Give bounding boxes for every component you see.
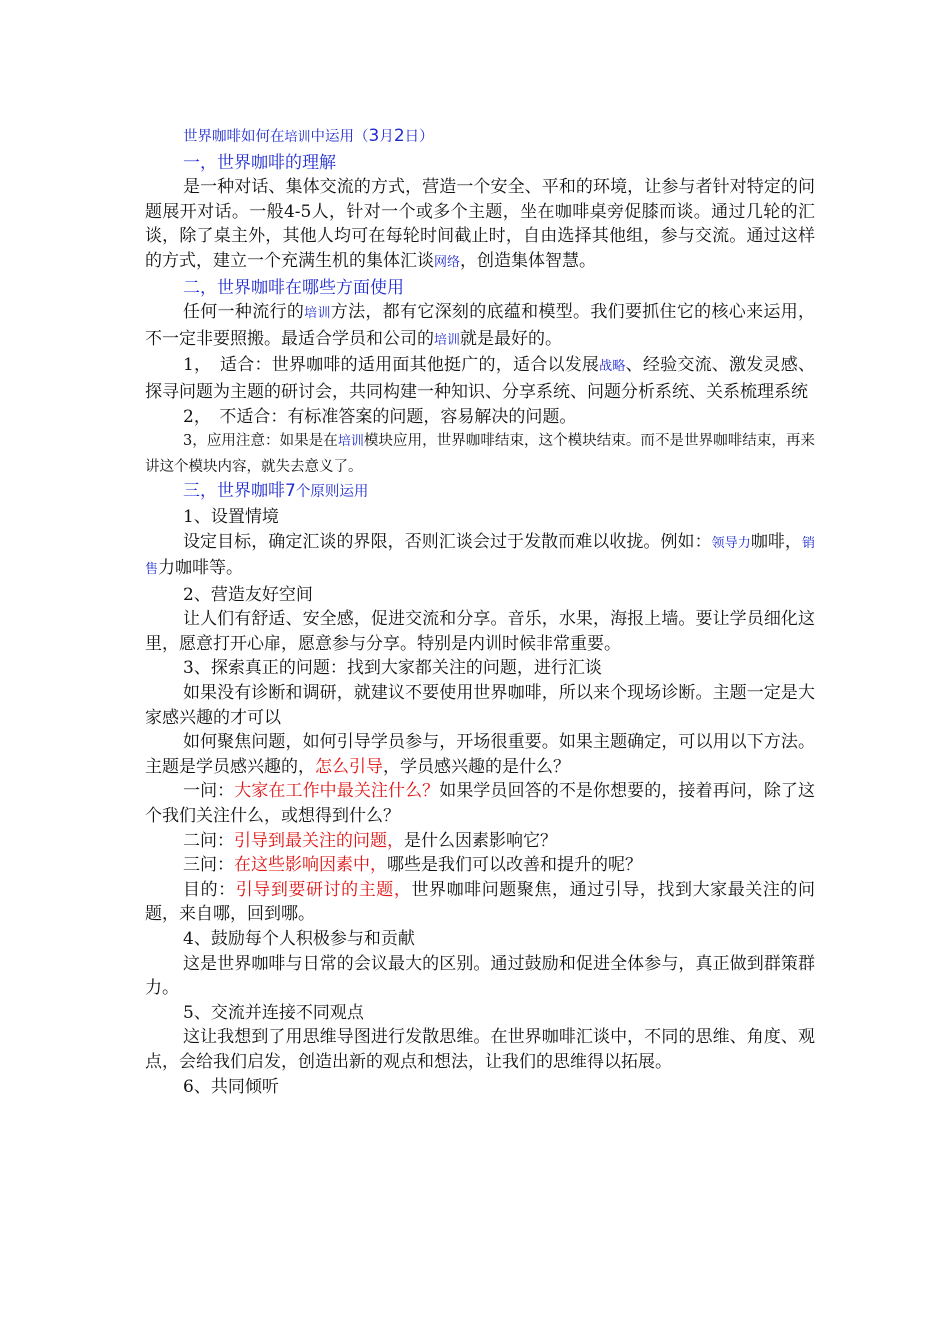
section-1-heading: 一，世界咖啡的理解: [183, 152, 336, 173]
principle-6-title: 6、共同倾听: [183, 1076, 279, 1097]
principle-3-text-2: 如何聚焦问题，如何引导学员参与，开场很重要。如果主题确定，可以用以下方法。主题是学员感兴趣的，怎么引导，学员感兴趣的是什么？: [145, 732, 815, 777]
section-1-paragraph: 是一种对话、集体交流的方式，营造一个安全、平和的环境，让参与者针对特定的问题展开对话。一般4-5人，针对一个或多个主题，坐在咖啡桌旁促膝而谈。通过几轮的汇谈，除了桌主外，其他人均可在每轮时间截止时，自由选择其他组，参与交流。通过这样的方式，建立一个充满生机的集体汇谈网络，创造集体智慧。: [145, 177, 815, 271]
section-2-item-2: 2， 不适合：有标准答案的问题，容易解决的问题。: [183, 406, 577, 427]
principle-1-text: 设定目标，确定汇谈的界限，否则汇谈会过于发散而难以收拢。例如：领导力咖啡，销售力咖啡等。: [145, 531, 816, 579]
link-training[interactable]: 培训: [304, 306, 331, 322]
section-2-paragraph: 任何一种流行的培训方法，都有它深刻的底蕴和模型。我们要抓住它的核心来运用，不一定非要照搬。最适合学员和公司的培训就是最好的。: [145, 302, 816, 349]
link-sales[interactable]: 销售: [145, 535, 816, 578]
principle-4-text: 这是世界咖啡与日常的会议最大的区别。通过鼓励和促进全体参与，真正做到群策群力。: [145, 953, 815, 999]
link-strategy[interactable]: 战略: [599, 359, 626, 375]
principle-4-title: 4、鼓励每个人积极参与和贡献: [183, 929, 415, 949]
question-3: 三问：在这些影响因素中，哪些是我们可以改善和提升的呢？: [183, 855, 642, 876]
link-training[interactable]: 培训: [434, 332, 461, 348]
principle-3-title: 3、探索真正的问题：找到大家都关注的问题，进行汇谈: [183, 658, 602, 679]
link-training[interactable]: 培训: [284, 130, 311, 145]
link-training[interactable]: 培训: [337, 434, 364, 450]
question-2: 二问：引导到最关注的问题，是什么因素影响它？: [183, 830, 557, 851]
link-leadership[interactable]: 领导力: [711, 535, 751, 551]
section-3-heading: 三，世界咖啡7个原则运用: [183, 481, 369, 502]
principle-2-text: 让人们有舒适、安全感，促进交流和分享。音乐，水果，海报上墙。要让学员细化这里，愿意打开心扉，愿意参与分享。特别是内训时候非常重要。: [145, 609, 815, 654]
principle-5-title: 5、交流并连接不同观点: [183, 1002, 364, 1023]
principle-5-text: 这让我想到了用思维导图进行发散思维。在世界咖啡汇谈中，不同的思维、角度、观点，会给我们启发，创造出新的观点和想法，让我们的思维得以拓展。: [145, 1027, 815, 1072]
principle-2-title: 2、营造友好空间: [183, 584, 313, 605]
principle-3-text-1: 如果没有诊断和调研，就建议不要使用世界咖啡，所以来个现场诊断。主题一定是大家感兴趣的才可以: [145, 683, 815, 728]
goal-line: 目的：引导到要研讨的主题，世界咖啡问题聚焦，通过引导，找到大家最关注的问题，来自哪，回到哪。: [145, 879, 816, 925]
section-2-item-1: 1， 适合：世界咖啡的适用面其他挺广的，适合以发展战略、经验交流、激发灵感、探寻问题为主题的研讨会，共同构建一种知识、分享系统、问题分析系统、关系梳理系统: [145, 355, 815, 402]
document-title: 世界咖啡如何在培训中运用（3月2日）: [183, 126, 434, 146]
link-network[interactable]: 网络: [434, 254, 461, 270]
section-2-heading: 二，世界咖啡在哪些方面使用: [183, 277, 404, 298]
principle-1-title: 1、设置情境: [183, 506, 279, 527]
question-1: 一问：大家在工作中最关注什么？如果学员回答的不是你想要的，接着再问，除了这个我们关注什么，或想得到什么？: [145, 781, 815, 827]
section-2-item-3: 3，应用注意：如果是在培训模块应用，世界咖啡结束，这个模块结束。而不是世界咖啡结束，再来讲这个模块内容，就失去意义了。: [145, 433, 815, 475]
document-body: [145, 124, 815, 1099]
